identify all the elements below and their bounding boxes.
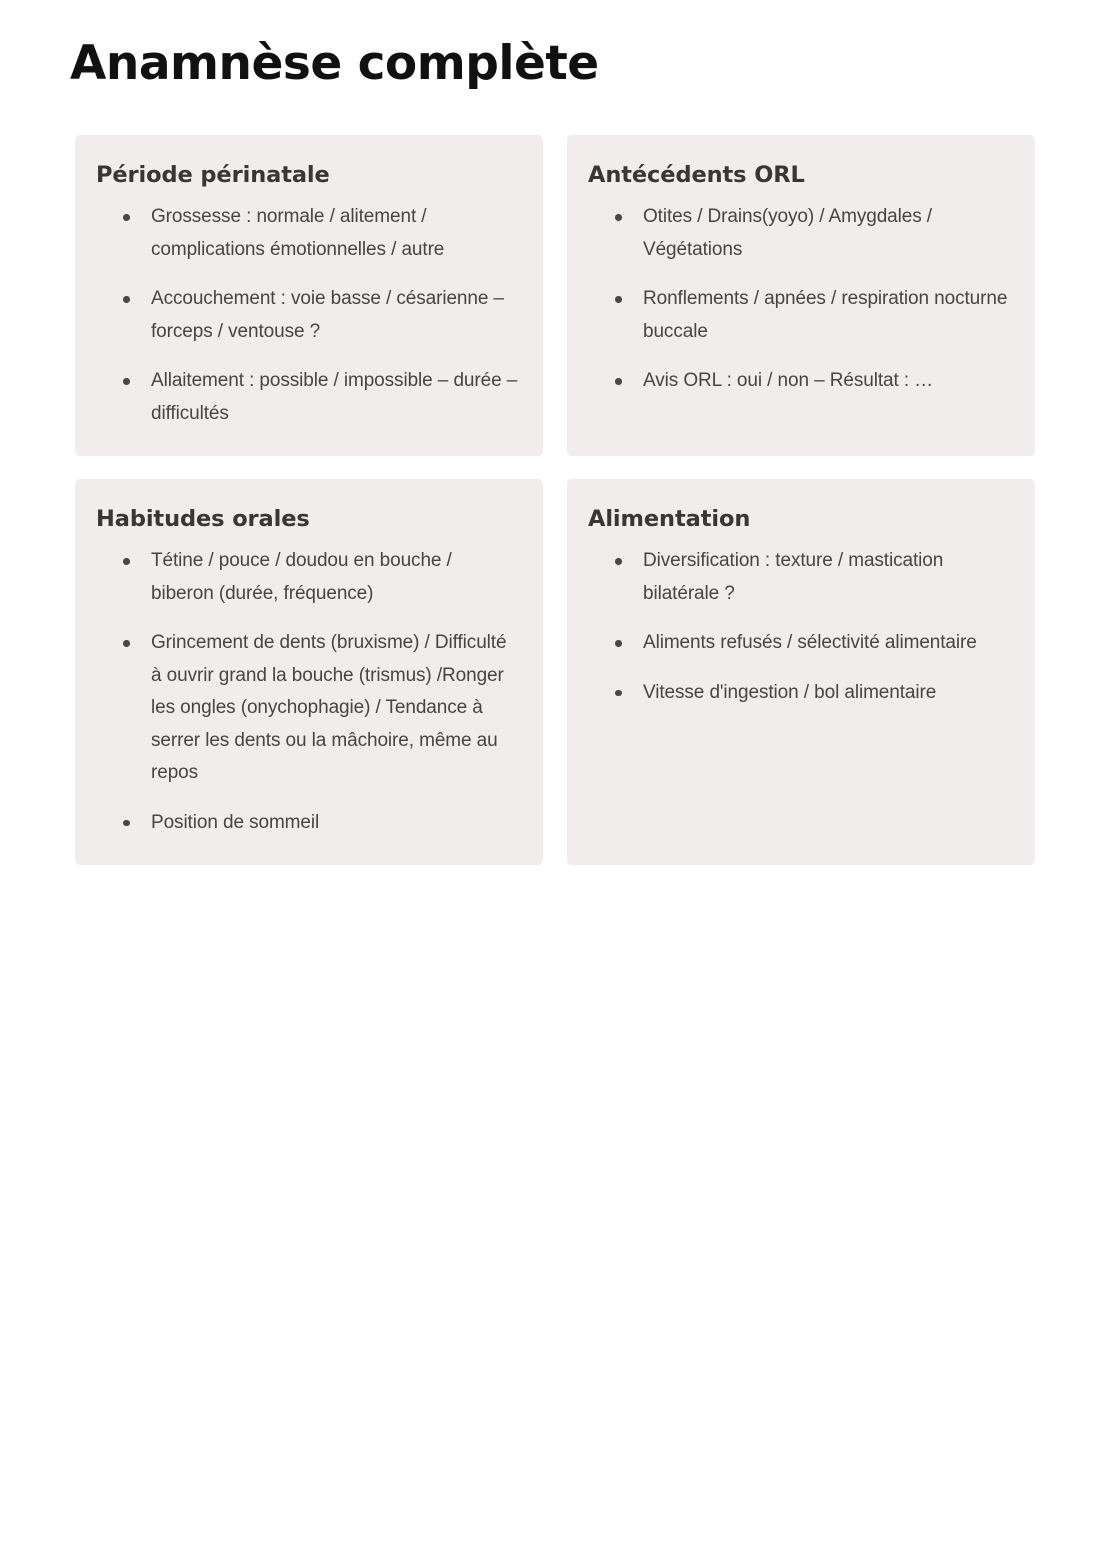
card-title: Habitudes orales [96,506,310,532]
card-item-list [588,545,1011,709]
bullet-icon [615,214,622,221]
list-item-text: Ronflements / apnées / respiration nocturne buccale [643,288,1008,342]
list-item-text: Otites / Drains(yoyo) / Amygdales / Végétations [643,206,932,260]
bullet-icon [123,820,130,827]
list-item [588,201,1011,266]
list-item-text: Avis ORL : oui / non – Résultat : … [643,370,934,391]
list-item-text: Aliments refusés / sélectivité alimentaire [643,632,977,653]
list-item-text: Vitesse d'ingestion / bol alimentaire [643,681,937,703]
list-item-text: Grossesse : normale / alitement / complications émotionnelles / autre [151,206,445,260]
list-item [588,283,1011,348]
bullet-icon [123,640,130,647]
bullet-icon [123,214,130,221]
bullet-icon [615,690,622,697]
card-item-list [588,201,1011,398]
card-title: Alimentation [588,506,751,532]
page-title: Anamnèse complète [70,36,599,91]
list-item [96,627,519,790]
list-item [96,365,519,430]
bullet-icon [615,558,622,565]
list-item [96,201,519,266]
list-item-text: Diversification : texture / mastication bilatérale ? [643,550,944,604]
bullet-icon [123,558,130,565]
list-item [588,365,1011,398]
list-item-text: Tétine / pouce / doudou en bouche / biberon (durée, fréquence) [151,550,452,604]
list-item [588,545,1011,610]
bullet-icon [615,378,622,385]
card-antecedents-orl [567,135,1035,456]
list-item-text: Allaitement : possible / impossible – durée – difficultés [151,370,518,424]
list-item [588,627,1011,660]
bullet-icon [615,296,622,303]
card-periode-perinatale [75,135,543,456]
card-item-list [96,545,519,839]
bullet-icon [615,640,622,647]
anamnesis-cards-grid [75,135,1035,865]
bullet-icon [123,296,130,303]
list-item [96,545,519,610]
list-item [96,283,519,348]
card-habitudes-orales [75,479,543,865]
list-item-text: Position de sommeil [151,811,320,833]
card-item-list [96,201,519,430]
list-item-text: Accouchement : voie basse / césarienne – forceps / ventouse ? [151,288,504,342]
list-item-text: Grincement de dents (bruxisme) / Difficulté à ouvrir grand la bouche (trismus) /Ronger les ongles (onychophagie) / Tendance à serrer les dents ou la mâchoire, même au repos [151,632,507,783]
card-title: Antécédents ORL [588,162,805,188]
list-item [588,677,1011,710]
card-alimentation [567,479,1035,865]
list-item [96,807,519,840]
card-title: Période périnatale [96,162,330,188]
bullet-icon [123,378,130,385]
